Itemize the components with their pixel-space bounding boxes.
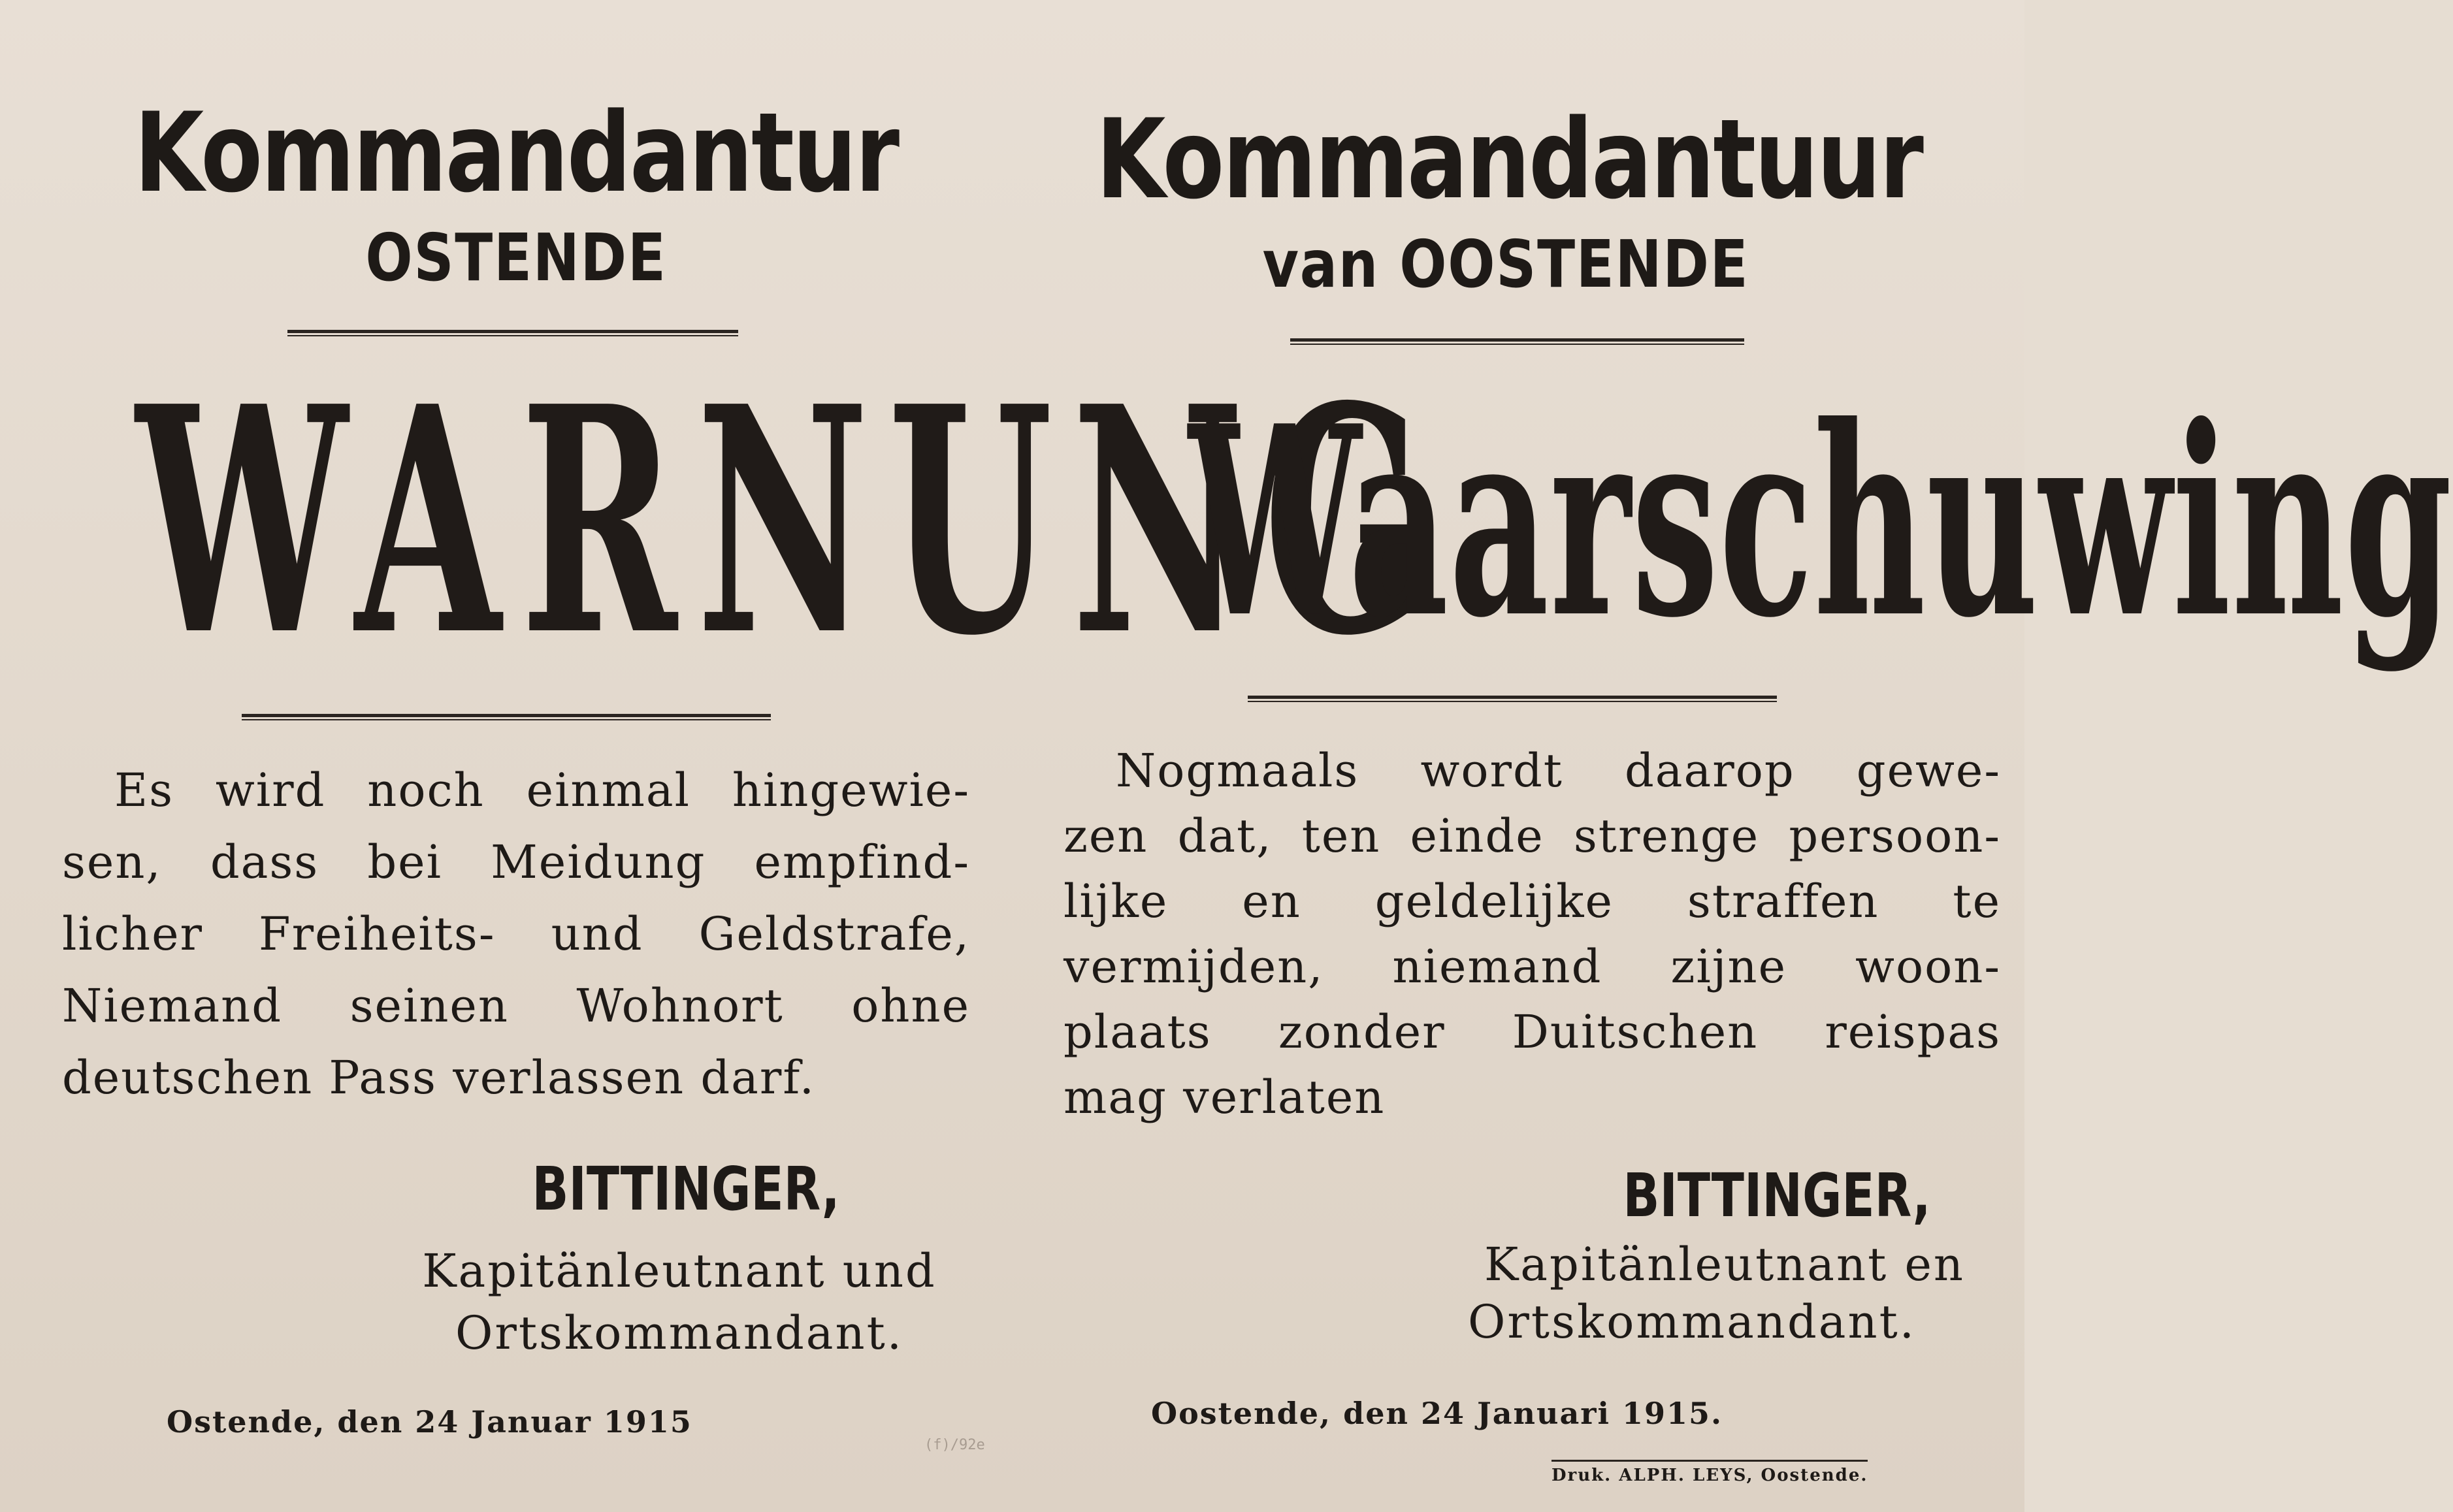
dutch-dateline: Oostende, den 24 Januari 1915. — [1151, 1396, 1723, 1431]
dutch-body-line: lijke en geldelijke straffen te — [1064, 875, 2001, 928]
german-body-line: sen, dass bei Meidung empfind- — [62, 835, 970, 889]
german-body-line: deutschen Pass verlassen darf. — [62, 1051, 816, 1104]
german-top-rule — [287, 330, 738, 336]
german-office-heading: Kommandantur — [134, 89, 898, 217]
german-dateline: Ostende, den 24 Januar 1915 — [167, 1404, 692, 1440]
dutch-body-line: vermijden, niemand zijne woon- — [1064, 940, 2001, 993]
german-body-line: licher Freiheits- und Geldstrafe, — [62, 907, 970, 961]
dutch-body-text — [1064, 738, 2001, 1130]
german-rank-line-2: Ortskommandant. — [455, 1306, 904, 1360]
german-body-text — [62, 754, 970, 1114]
dutch-body-line: Nogmaals wordt daarop gewe- — [1116, 744, 2001, 797]
dutch-body-line: plaats zonder Duitschen reispas — [1064, 1005, 2001, 1059]
german-city-heading: OSTENDE — [365, 219, 667, 296]
dutch-bottom-rule — [1248, 696, 1777, 702]
dutch-top-rule — [1290, 338, 1744, 345]
dutch-body-line: zen dat, ten einde strenge persoon- — [1064, 809, 2001, 863]
dutch-warning-title: Waarschuwing — [1188, 368, 2453, 675]
german-warning-title: WARNUNG — [136, 338, 1444, 704]
german-bottom-rule — [242, 714, 771, 720]
german-body-line: Niemand seinen Wohnort ohne — [62, 979, 970, 1033]
dutch-signer: BITTINGER, — [1623, 1161, 1931, 1231]
dutch-rank-line-1: Kapitänleutnant en — [1484, 1238, 1965, 1291]
printer-credit: Druk. ALPH. LEYS, Oostende. — [1551, 1460, 1868, 1485]
german-rank-line-1: Kapitänleutnant und — [422, 1244, 937, 1298]
dutch-body-line: mag verlaten — [1064, 1070, 1386, 1124]
margin-note: (f)/92e — [924, 1437, 985, 1453]
dutch-office-heading: Kommandantuur — [1096, 95, 1923, 223]
german-body-line: Es wird noch einmal hingewie- — [114, 764, 970, 817]
german-signer: BITTINGER, — [532, 1154, 840, 1224]
dutch-column — [1006, 0, 2453, 1512]
dutch-rank-line-2: Ortskommandant. — [1467, 1295, 1917, 1349]
dutch-city-heading: van OOSTENDE — [1262, 226, 1749, 302]
